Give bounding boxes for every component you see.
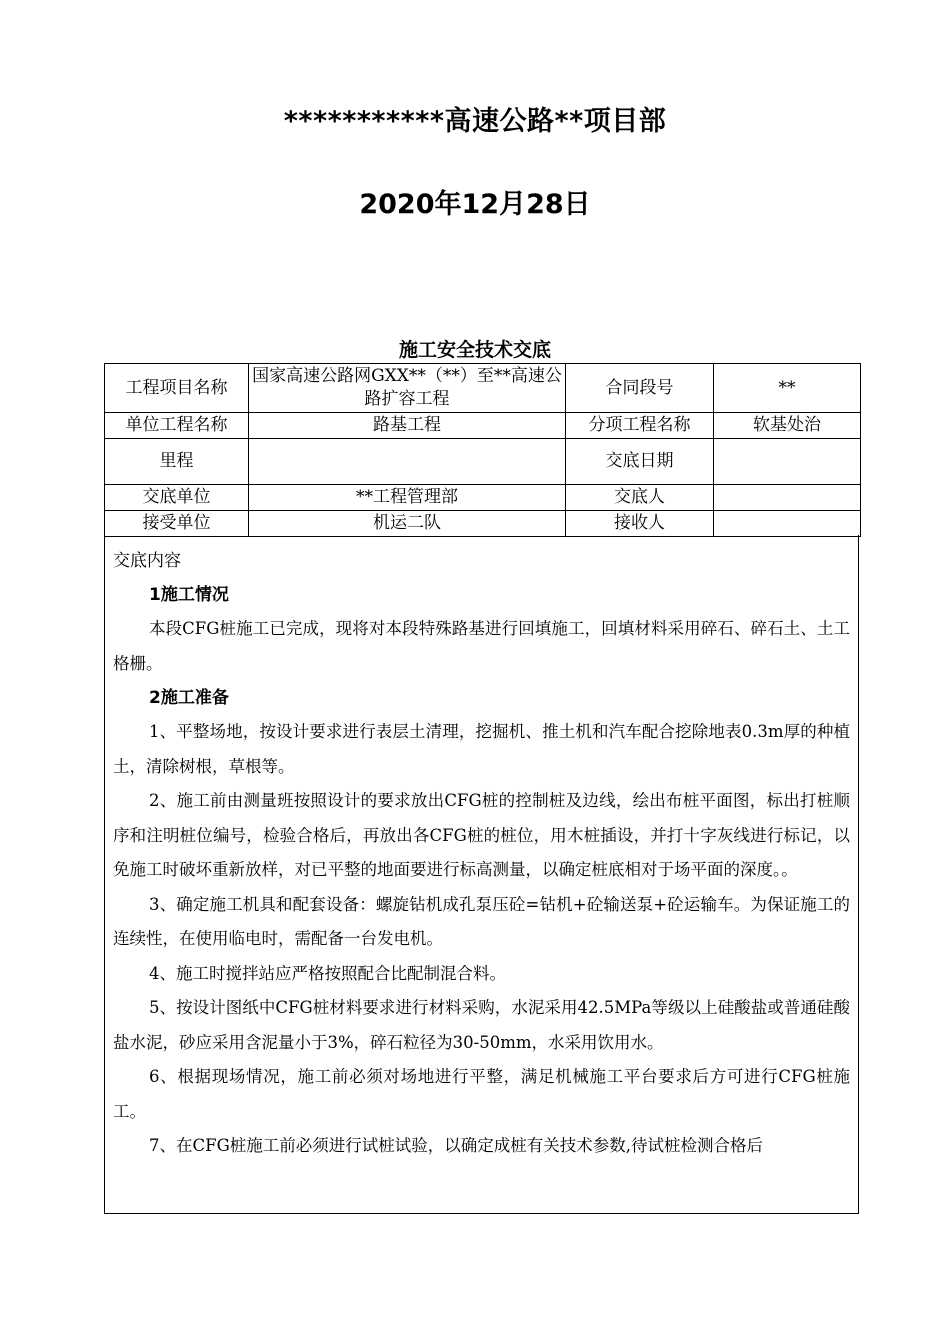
section-heading: 2施工准备 bbox=[149, 688, 229, 708]
info-table bbox=[104, 363, 861, 537]
document-date: 2020年12月28日 bbox=[359, 189, 591, 220]
mileage-label: 里程 bbox=[105, 439, 249, 485]
list-item: 2、施工前由测量班按照设计的要求放出CFG桩的控制桩及边线，绘出布桩平面图，标出打桩顺序和注明桩位编号，检验合格后，再放出各CFG桩的桩位，用木桩插设，并打十字灰线进行标记，以免施工时破坏重新放样，对已平整的地面要进行标高测量，以确定桩底相对于场平面的深度。。 bbox=[113, 791, 850, 879]
date-label: 交底日期 bbox=[566, 439, 714, 485]
unit-project-value: 路基工程 bbox=[249, 413, 566, 439]
list-item: 1、平整场地，按设计要求进行表层土清理，挖掘机、推土机和汽车配合挖除地表0.3m厚的种植土，清除树根，草根等。 bbox=[113, 722, 850, 776]
receiver-unit-value: 机运二队 bbox=[249, 511, 566, 537]
receiver-label: 接收人 bbox=[566, 511, 714, 537]
sub-project-label: 分项工程名称 bbox=[566, 413, 714, 439]
list-item: 5、按设计图纸中CFG桩材料要求进行材料采购，水泥采用42.5MPa等级以上硅酸盐或普通硅酸盐水泥，砂应采用含泥量小于3%，碎石粒径为30-50mm，水采用饮用水。 bbox=[113, 998, 850, 1052]
section-heading: 1施工情况 bbox=[149, 585, 229, 605]
mileage-value bbox=[249, 439, 566, 485]
list-item: 7、在CFG桩施工前必须进行试桩试验，以确定成桩有关技术参数,待试桩检测合格后 bbox=[149, 1136, 763, 1155]
content-box bbox=[104, 535, 859, 1214]
paragraph: 本段CFG桩施工已完成，现将对本段特殊路基进行回填施工，回填材料采用碎石、碎石土、土工格栅。 bbox=[113, 619, 850, 673]
list-item: 6、根据现场情况，施工前必须对场地进行平整，满足机械施工平台要求后方可进行CFG桩施工。 bbox=[113, 1067, 850, 1121]
issuer-unit-value: **工程管理部 bbox=[249, 485, 566, 511]
list-item: 4、施工时搅拌站应严格按照配合比配制混合料。 bbox=[149, 963, 506, 983]
project-name-value: 国家高速公路网GXX**（**）至**高速公路扩容工程 bbox=[249, 364, 566, 413]
issuer-unit-label: 交底单位 bbox=[105, 485, 249, 511]
receiver-value bbox=[714, 511, 861, 537]
table-row bbox=[105, 511, 861, 537]
date-value bbox=[714, 439, 861, 485]
table-row bbox=[105, 485, 861, 511]
contract-value: ** bbox=[714, 364, 861, 413]
contract-label: 合同段号 bbox=[566, 364, 714, 413]
project-name-label: 工程项目名称 bbox=[105, 364, 249, 413]
table-row bbox=[105, 364, 861, 413]
content-heading: 交底内容 bbox=[113, 551, 181, 571]
issuer-label: 交底人 bbox=[566, 485, 714, 511]
table-row bbox=[105, 413, 861, 439]
receiver-unit-label: 接受单位 bbox=[105, 511, 249, 537]
issuer-value bbox=[714, 485, 861, 511]
sub-project-value: 软基处治 bbox=[714, 413, 861, 439]
unit-project-label: 单位工程名称 bbox=[105, 413, 249, 439]
table-title: 施工安全技术交底 bbox=[398, 339, 551, 361]
table-row bbox=[105, 439, 861, 485]
list-item: 3、确定施工机具和配套设备：螺旋钻机成孔泵压砼=钻机+砼输送泵+砼运输车。为保证施工的连续性，在使用临电时，需配备一台发电机。 bbox=[113, 894, 850, 948]
company-title: ***********高速公路**项目部 bbox=[283, 106, 667, 137]
